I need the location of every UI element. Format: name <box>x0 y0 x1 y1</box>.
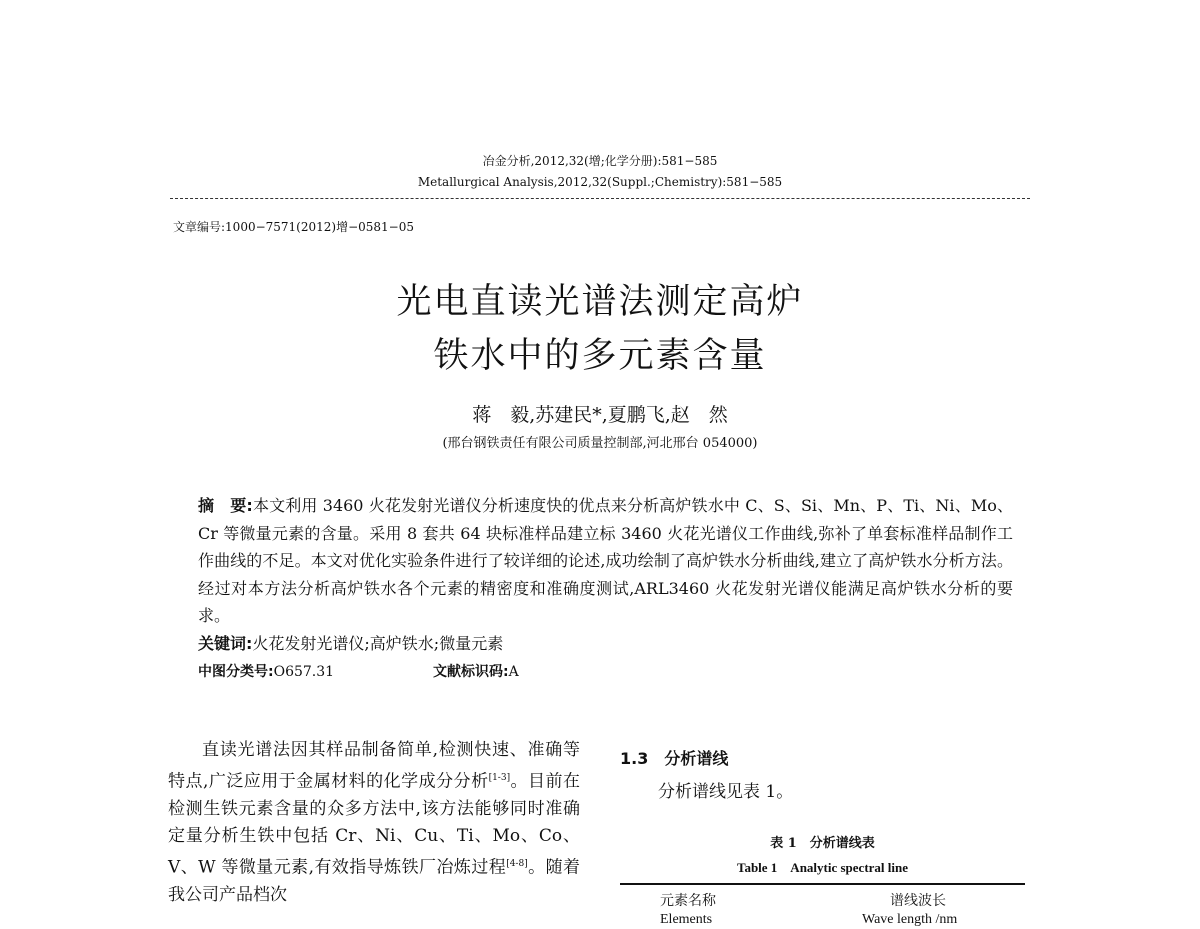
title-line-1: 光电直读光谱法测定高炉 <box>396 282 804 322</box>
citation[interactable]: [1-3] <box>488 772 511 783</box>
section-title: 分析谱线 <box>664 749 729 768</box>
table-top-rule <box>620 883 1025 885</box>
clc-value: O657.31 <box>273 664 335 680</box>
section-heading <box>620 746 728 769</box>
abstract-label: 摘 要: <box>198 496 253 515</box>
table-header-wavelength-en: Wave length /nm <box>862 912 958 927</box>
keywords-label: 关键词: <box>198 633 253 653</box>
abstract-text: 本文利用 3460 火花发射光谱仪分析速度快的优点来分析高炉铁水中 C、S、Si、Mn、P、Ti、Ni、Mo、Cr 等微量元素的含量。采用 8 套共 64 块标准样品建立标 3460 火花光谱仪工作曲线,弥补了单套标准样品制作工作曲线的不足。本文对优化实验条件进行了较详细的论述,成功绘制了高炉铁水分析曲线,建立了高炉铁水分析方法。经过对本方法分析高炉铁水各个元素的精密度和准确度测试,ARL3460 火花发射光谱仪能满足高炉铁水分析的要求。 <box>198 496 1013 625</box>
article-number: 文章编号:1000−7571(2012)增−0581−05 <box>173 220 414 234</box>
intro-text: 直读光谱法因其样品制备简单,检测快速、准确等特点,广泛应用于金属材料的化学成分分析 <box>168 740 580 792</box>
journal-header-en: Metallurgical Analysis,2012,32(Suppl.;Chemistry):581−585 <box>417 175 783 189</box>
citation[interactable]: [4-8] <box>506 858 528 869</box>
table-caption-cn: 表 1 分析谱线表 <box>770 836 875 851</box>
doc-code-label: 文献标识码: <box>432 664 509 680</box>
affiliation: (邢台钢铁责任有限公司质量控制部,河北邢台 054000) <box>442 436 758 451</box>
table-header-element-cn: 元素名称 <box>660 893 716 909</box>
table-header-wavelength-cn: 谱线波长 <box>890 893 946 909</box>
section-text: 分析谱线见表 1。 <box>658 782 794 802</box>
authors: 蒋 毅,苏建民*,夏鹏飞,赵 然 <box>472 404 728 426</box>
introduction <box>168 737 580 909</box>
doc-code-value: A <box>508 664 519 680</box>
abstract <box>198 492 1013 687</box>
clc-label: 中图分类号: <box>198 664 274 680</box>
intro-text: 。目前在检测生铁元素含量的众多方法中,该方法能够同时准确定量分析生铁中包括 Cr、Ni、Cu、Ti、Mo、Co、V、W 等微量元素,有效指导炼铁厂冶炼过程 <box>168 771 581 878</box>
journal-header-cn: 冶金分析,2012,32(增;化学分册):581−585 <box>482 154 718 168</box>
table-caption-en: Table 1 Analytic spectral line <box>736 860 909 875</box>
section-number: 1.3 <box>620 749 649 768</box>
intro-text: 。随着我公司产品档次 <box>168 857 580 905</box>
keywords-text: 火花发射光谱仪;高炉铁水;微量元素 <box>252 633 504 653</box>
title-line-2: 铁水中的多元素含量 <box>433 336 767 376</box>
table-header-element-en: Elements <box>660 912 713 927</box>
header-rule <box>170 198 1030 199</box>
